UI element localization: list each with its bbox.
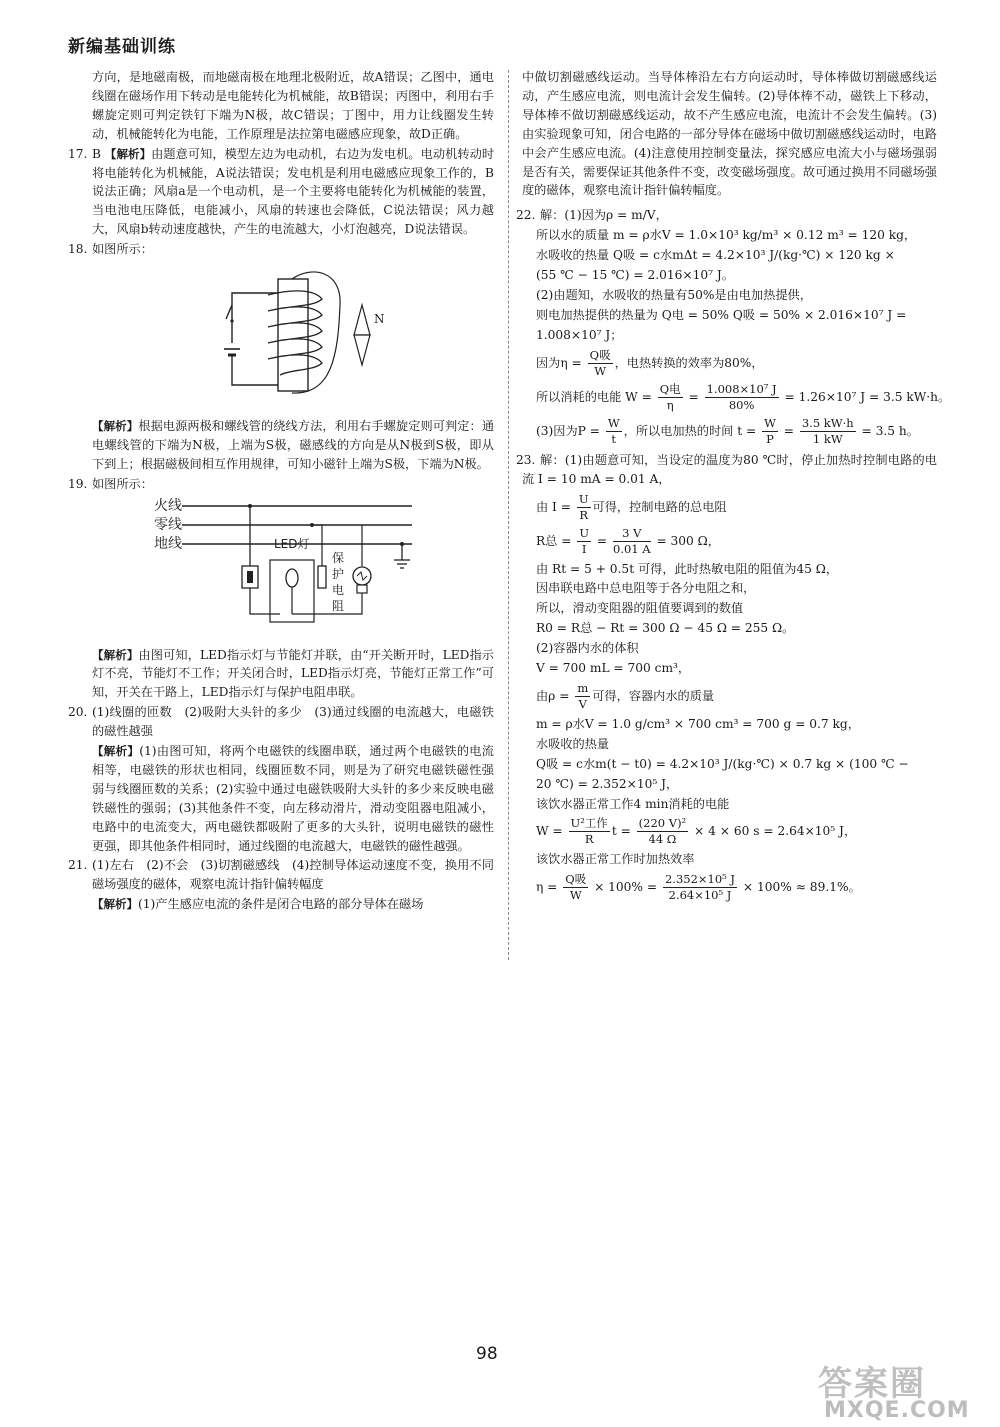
numerator: 2.352×10⁵ J [664,872,736,887]
q23-text-1: 解：(1)由题意可知，当设定的温度为80 ℃时，停止加热时控制电路的电流 I = 10 mA = 0.01 A， [522,452,937,486]
neutral-line-label: 零线 [154,516,182,533]
fraction [637,816,689,847]
resistor-label-3: 电 [332,582,345,597]
q23-line-1: 23. 解：(1)由题意可知，当设定的温度为80 ℃时，停止加热时控制电路的电流 I = 10 mA = 0.01 A， [516,452,937,486]
q19-lead: 如图所示： [92,476,153,491]
q21-analysis-para [92,895,494,914]
q23-line-15: 该饮水器正常工作4 min消耗的电能 [536,796,730,811]
fraction [762,416,778,447]
denominator: 44 Ω [648,832,677,847]
q22-eq8-b: ，电热转换的效率为80%， [614,355,764,370]
q22-eq9-m: = [684,389,703,404]
q18-lead: 如图所示： [92,242,153,257]
q21: 21. (1)左右 (2)不会 (3)切割磁感线 (4)控制导体运动速度不变，换用不同磁场强度的磁体，观察电流计指针偏转幅度 [68,858,494,892]
q22-eq10-m: ，所以电加热的时间 t = [623,423,761,438]
q17-analysis-tag: 【解析】 [104,146,152,161]
numerator: U [579,525,590,540]
right-column [516,68,951,906]
fraction [663,872,737,903]
led-label: LED灯 [274,536,310,551]
q23-line-9: V = 700 mL = 700 cm³， [536,661,691,676]
q22-line-5: (2)由题知，水吸收的热量有50%是由电加热提供， [536,287,812,302]
q23-eq3-m: = [593,533,611,548]
q23-ohm-eq [536,492,937,523]
denominator: R [579,507,589,522]
q20-answer: (1)线圈的匝数 (2)吸附大头针的多少 (3)通过线圈的电流越大，电磁铁的磁性越强 [92,705,494,739]
fraction [606,416,622,447]
q21-analysis-tag: 【解析】 [92,897,138,912]
q20-analysis-tag: 【解析】 [92,744,140,759]
q17-analysis: 由题意可知，模型左边为电动机，右边为发电机。电动机转动时将电能转化为机械能，A说法错误；发电机是利用电磁感应现象工作的，B说法正确；风扇a是一个电动机，是一个主要将电能转化为机械能的装置，当电池电压降低，电能减小，风扇的转速也会降低，C说法错误；风力越大，风扇b转动速度越快，产生的电流越大，小灯泡越亮，D说法错误。 [92,146,495,237]
denominator: 0.01 A [613,541,651,556]
q23-eq18-a: η = [536,880,562,895]
q19-analysis-tag: 【解析】 [92,647,139,662]
q22-text-1: 解：(1)因为ρ = m/V， [540,208,668,223]
q22-line-6: 则电加热提供的热量为 Q电 = 50% Q吸 = 50% × 2.016×10⁷ J = [536,307,907,322]
q23-line-17: 该饮水器正常工作时加热效率 [536,852,695,867]
q19-analysis: 由图可知，LED指示灯与节能灯并联，由“开关断开时，LED指示灯不亮，节能灯不工作；开关闭合时，LED指示灯亮，节能灯正常工作”可知，开关在干路上，LED指示灯与保护电阻串联。 [92,647,494,700]
q23-eq18-m: × 100% = [590,880,661,895]
q23-eq3-a: R总 = [536,533,576,548]
q23-line-13: Q吸 = c水m(t − t0) = 4.2×10³ J/(kg·℃) × 0.7 kg × (100 ℃ − [536,756,909,771]
q22-energy-eq [536,381,951,413]
q23-line-4: 由 Rt = 5 + 0.5t 可得，此时热敏电阻的阻值为45 Ω， [536,561,839,576]
q23-density-eq [536,681,937,712]
numerator: m [577,680,589,695]
page-number: 98 [476,1344,498,1364]
q23-line-6: 所以，滑动变阻器的阻值要调到的数值 [536,601,744,616]
q23-line-8: (2)容器内水的体积 [536,641,639,656]
q19-analysis-para [92,646,494,703]
numerator: Q电 [659,381,681,396]
q23-eq16-a: W = [536,824,567,839]
resistor-label-4: 阻 [332,598,345,613]
numerator: U²工作 [570,816,608,831]
denominator: I [581,541,587,556]
left-column [68,68,495,915]
q18-solenoid-figure [222,265,494,411]
resistor-label-2: 护 [332,566,345,581]
q22-efficiency-eq [536,348,937,379]
q22-line-3: 水吸收的热量 Q吸 = c水mΔt = 4.2×10³ J/(kg·℃) × 120 kg × [536,248,895,263]
q18-analysis-para [92,417,494,474]
fraction [613,526,651,557]
fraction [705,382,779,413]
q17-answer: B [92,146,101,161]
q23-line-14: 20 ℃) = 2.352×10⁵ J， [536,776,679,791]
q22-line-7: 1.008×10⁷ J； [536,327,623,342]
fraction [577,526,591,557]
numerator: (220 V)² [638,816,687,831]
q22-eq9-a: 所以消耗的电能 W = [536,389,656,404]
q23-line-11: m = ρ水V = 1.0 g/cm³ × 700 cm³ = 700 g = 0.7 kg， [536,716,860,731]
q23-eq10-b: 可得，容器内水的质量 [592,688,715,703]
q23-line-12: 水吸收的热量 [536,736,610,751]
q23-eq16-b: × 4 × 60 s = 2.64×10⁵ J， [690,824,857,839]
fraction [569,816,610,847]
q22-line-4: (55 ℃ − 15 ℃) = 2.016×10⁷ J。 [536,268,734,283]
fraction [800,416,856,447]
denominator: η [666,397,674,412]
fraction [658,382,683,413]
q22-line-2: 所以水的质量 m = ρ水V = 1.0×10³ kg/m³ × 0.12 m³ = 120 kg， [536,228,917,243]
q22-time-eq [536,416,937,447]
q23-eq16-m: t = [611,824,635,839]
fraction [577,492,591,523]
watermark-top-text: 答案圈 [818,1364,926,1404]
q23-eq2-a: 由 I = [536,499,575,514]
resistor-label-1: 保 [332,550,345,565]
denominator: P [766,431,774,446]
q21-analysis: (1)产生感应电流的条件是闭合电路的部分导体在磁场 [138,897,424,912]
q23-efficiency-eq [536,872,937,903]
fraction [588,348,613,379]
q23-eq18-b: × 100% ≈ 89.1%。 [739,880,861,895]
denominator: R [584,832,594,847]
q23-line-7: R0 = R总 − Rt = 300 Ω − 45 Ω = 255 Ω。 [536,621,795,636]
denominator: V [578,696,587,711]
q23-eq10-a: 由ρ = [536,688,574,703]
numerator: 1.008×10⁷ J [706,381,777,396]
numerator: Q吸 [565,872,587,887]
household-wiring-diagram [152,496,442,636]
book-title: 新编基础训练 [68,37,176,57]
solenoid-circuit-diagram [222,265,385,405]
q18: 18. 如图所示： [68,242,153,257]
q23-electric-energy-eq [536,816,937,847]
q23-eq2-b: 可得，控制电路的总电阻 [592,499,727,514]
q21-continuation: 中做切割磁感线运动。当导体棒沿左右方向运动时，导体棒做切割磁感线运动，产生感应电流，则电流计会发生偏转。(2)导体棒不动，磁铁上下移动，导体棒不做切割磁感线运动，故不产生感应电流，电流计不会发生偏转。(3)由实验现象可知，闭合电路的一部分导体在磁场中做切割磁感线运动时，电路中会产生感应电流。(4)注意使用控制变量法，探究感应电流大小与磁场强弱是否有关，需要保证其他条件不变，改变磁场强度。故可通过换用不同磁场强度的磁体，观察电流计指针偏转幅度。 [522,70,937,198]
q18-analysis-tag: 【解析】 [92,418,139,433]
q23-line-5: 因串联电路中总电阻等于各分电阻之和， [536,581,756,596]
denominator: 2.64×10⁵ J [668,888,732,903]
q18-analysis: 根据电源两极和螺线管的绕线方法，利用右手螺旋定则可判定：通电螺线管的下端为N极，上端为S极，磁感线的方向是从N极到S极，即从下到上；根据磁极间相互作用规律，可知小磁针上端为S极，下端为N极。 [92,418,495,471]
ground-line-label: 地线 [154,535,182,552]
q16-continuation: 方向，是地磁南极，而地磁南极在地理北极附近，故A错误；乙图中，通电线圈在磁场作用下转动是电能转化为机械能，故B错误；丙图中，利用右手螺旋定则可判定铁钉下端为N极，故C错误；丁图中，用力让线圈发生转动，机械能转化为电能，工作原理是法拉第电磁感应现象，故D正确。 [92,70,494,141]
fraction [575,681,590,712]
q20: 20. (1)线圈的匝数 (2)吸附大头针的多少 (3)通过线圈的电流越大，电磁铁的磁性越强 [68,705,494,739]
q22-eq8-a: 因为η = [536,355,586,370]
q20-analysis: (1)由图可知，将两个电磁铁的线圈串联，通过两个电磁铁的电流相等，电磁铁的形状也相同，线圈匝数不同，则是为了研究电磁铁磁性强弱与线圈匝数的关系；(2)实验中通过电磁铁吸附大头针的多少来反映电磁铁磁性的强弱；(3)其他条件不变，向左移动滑片，滑动变阻器电阻减小，电路中的电流变大，两电磁铁都吸附了更多的大头针，说明电磁铁的磁性更强，即其他条件相同时，通过线圈的电流越大，电磁铁的磁性越强。 [92,744,494,853]
numerator: Q吸 [589,347,611,362]
denominator: W [569,888,582,903]
denominator: 1 kW [812,431,843,446]
q20-analysis-para [92,742,494,855]
denominator: t [611,431,617,446]
numerator: 3.5 kW·h [801,415,854,430]
needle-n-label: N [374,312,385,327]
q22-line-1: 22. 解：(1)因为ρ = m/V， [516,208,668,223]
denominator: W [594,363,607,378]
numerator: U [578,491,589,506]
watermark-bottom-text: MXQE.COM [824,1398,970,1423]
watermark-logo [818,1356,990,1422]
q22-eq10-m2: = [779,423,798,438]
numerator: 3 V [613,526,651,542]
q22-eq9-b: = 1.26×10⁷ J = 3.5 kW·h。 [780,389,951,404]
fire-line-label: 火线 [154,497,182,514]
numerator: W [764,415,776,430]
denominator: 80% [728,397,755,412]
q22-eq10-b: = 3.5 h。 [857,423,919,438]
column-divider [508,70,509,960]
q23-total-resistance-eq [536,526,937,557]
q22-eq10-a: (3)因为P = [536,423,604,438]
q19-wiring-figure [152,496,494,642]
q23-eq3-b: = 300 Ω， [652,533,720,548]
q17: 17. B 【解析】由题意可知，模型左边为电动机，右边为发电机。电动机转动时将电能转化为机械能，A说法错误；发电机是利用电磁感应现象工作的，B说法正确；风扇a是一个电动机，是一个主要将电能转化为机械能的装置，当电池电压降低，电能减小，风扇的转速也会降低，C说法错误；风力越大，风扇b转动速度越快，产生的电流越大，小灯泡越亮，D说法错误。 [68,146,495,237]
fraction [563,872,588,903]
q21-answer: (1)左右 (2)不会 (3)切割磁感线 (4)控制导体运动速度不变，换用不同磁场强度的磁体，观察电流计指针偏转幅度 [92,858,494,892]
numerator: W [607,415,620,430]
q19: 19. 如图所示： [68,476,153,491]
